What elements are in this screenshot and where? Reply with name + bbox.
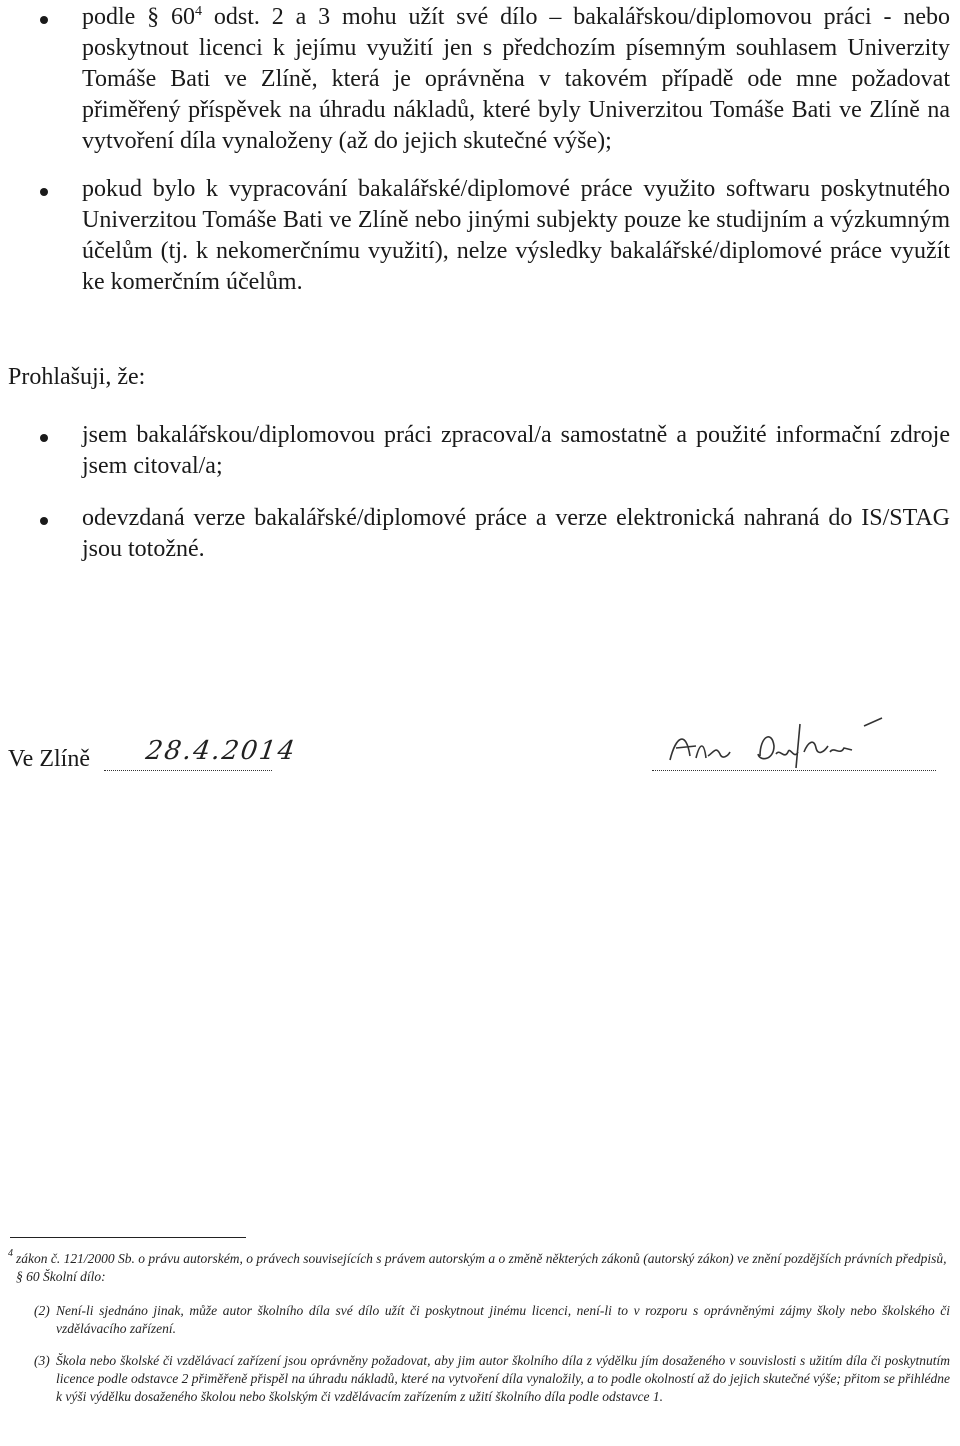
footnote-ref: 4	[195, 4, 203, 19]
footnotes	[10, 1250, 950, 1406]
bullet-item-independent-work: jsem bakalářskou/diplomovou práci zpracoval/a samostatně a použité informační zdroje jsem citoval/a;	[82, 422, 950, 479]
bullet-dot	[40, 16, 48, 24]
place-label: Ve Zlíně	[8, 746, 90, 772]
footnote-main: 4 zákon č. 121/2000 Sb. o právu autorském, o právech souvisejících s právem autorským a o změně některých zákonů (autorský zákon) ve znění pozdějších právních předpisů, § 60 Školní dílo:	[10, 1250, 950, 1286]
bullet-dot	[40, 434, 48, 442]
handwritten-date: 28.4.2014	[143, 736, 299, 766]
date-dotted-line	[104, 770, 272, 771]
bullet-dot	[40, 517, 48, 525]
bullet-item-software: pokud bylo k vypracování bakalářské/diplomové práce využito softwaru poskytnutého Univerzitou Tomáše Bati ve Zlíně nebo jinými subjekty pouze ke studijním a výzkumným účelům (tj. k nekomerčnímu využití), nelze výsledky bakalářské/diplomové práce využít ke komerčním účelům.	[82, 176, 950, 295]
handwritten-signature	[656, 716, 906, 772]
bullet-dot	[40, 188, 48, 196]
footnote-paragraph: (2) Není-li sjednáno jinak, může autor školního díla své dílo užít či poskytnout jinému licenci, není-li to v rozporu s oprávněnými zájmy školy nebo školského či vzdělávacího zařízení.	[34, 1303, 950, 1336]
bullet-item-identical-versions: odevzdaná verze bakalářské/diplomové práce a verze elektronická nahraná do IS/STAG jsou totožné.	[82, 505, 950, 562]
signature-dotted-line	[652, 770, 936, 771]
footnote-number: 4	[8, 1248, 13, 1259]
footnote-separator	[10, 1237, 246, 1238]
signature-text: Alena Dujková	[666, 766, 673, 767]
footnote-paragraph: (3) Škola nebo školské či vzdělávací zařízení jsou oprávněny požadovat, aby jim autor školního díla z výdělku jím dosaženého v souvislosti s užitím díla či poskytnutím licence podle odstavce 2 přiměřeně přispěl na úhradu nákladů, které na vytvoření díla vynaložily, a to podle okolností až do jejich skutečné výše; přitom se přihlédne k výši výdělku dosaženého školou nebo školským či vzdělávacím zařízením z užití školního díla podle odstavce 1.	[34, 1353, 950, 1404]
declaration-heading: Prohlašuji, že:	[8, 364, 146, 390]
bullet-item-license: podle § $60^4$ odst. 2 a 3 mohu užít své dílo – bakalářskou/diplomovou práci - nebo poskytnout licenci k jejímu využití jen s předchozím písemným souhlasem Univerzity Tomáše Bati ve Zlíně, která je oprávněna v takovém případě ode mne požadovat přiměřený příspěvek na úhradu nákladů, které byly Univerzitou Tomáše Bati ve Zlíně na vytvoření díla vynaloženy (až do jejich skutečné výše);	[82, 4, 950, 154]
signature-row	[0, 734, 960, 794]
